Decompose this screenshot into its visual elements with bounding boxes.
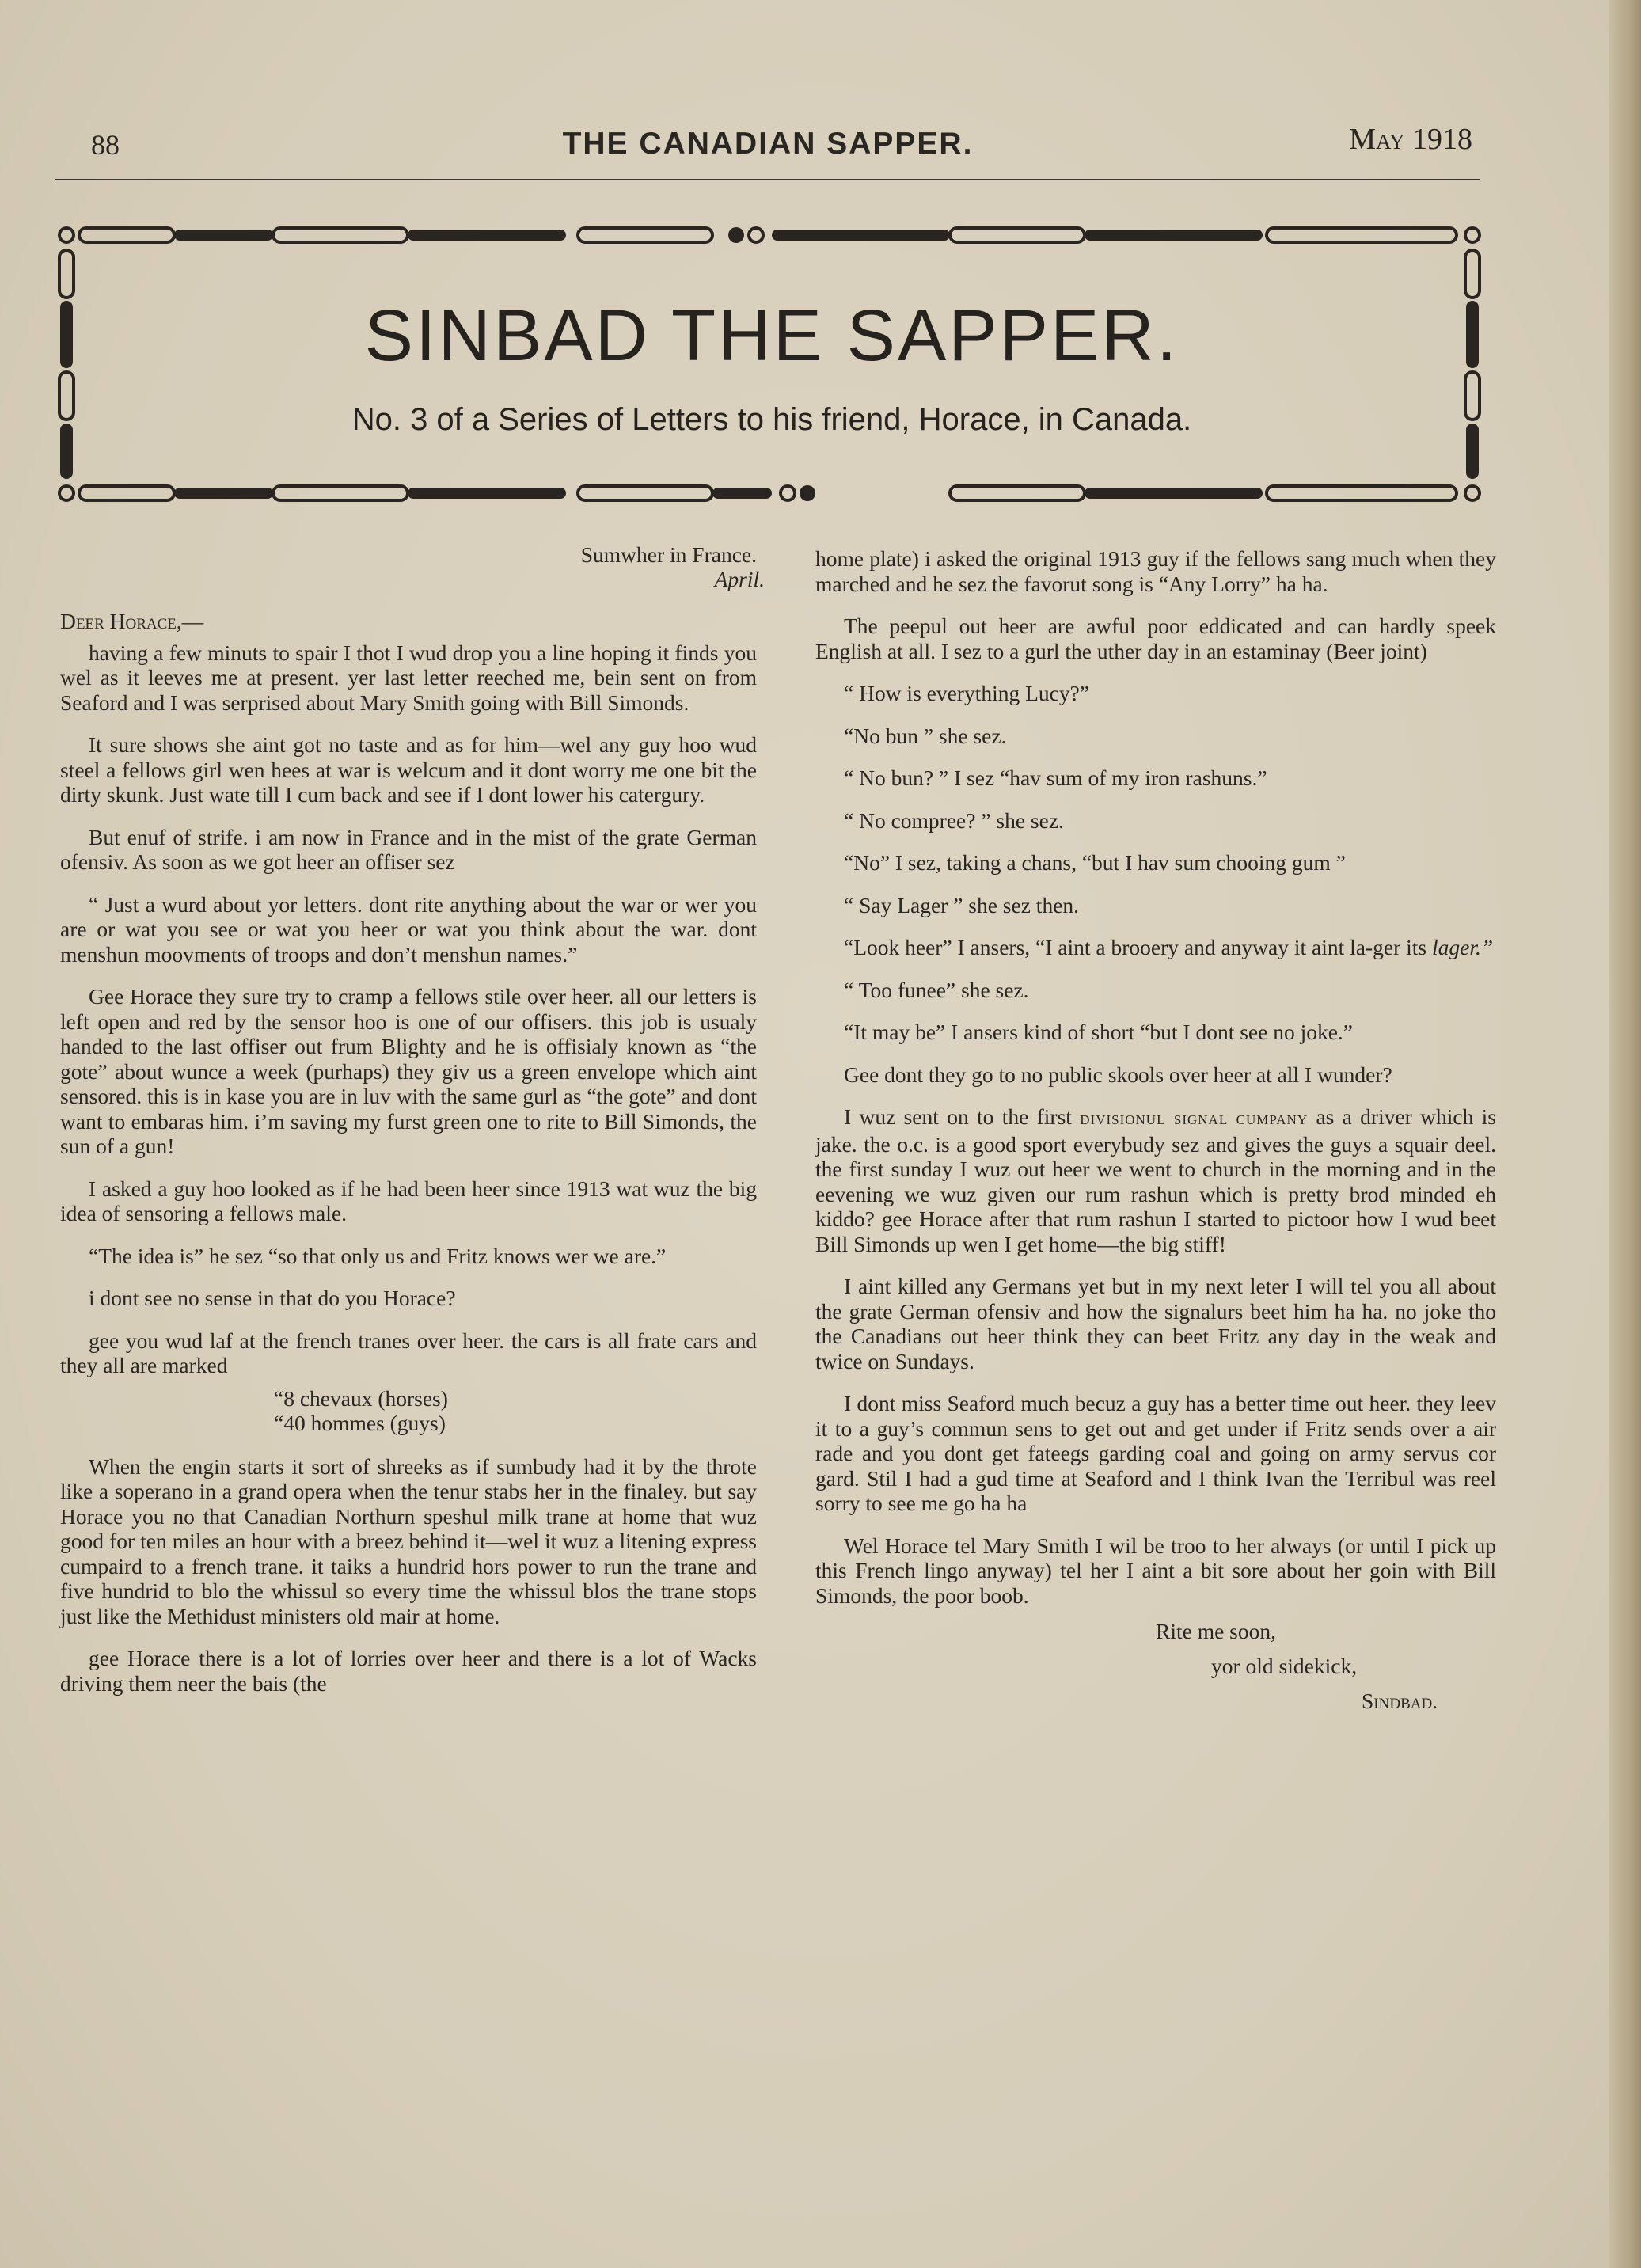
company-name: divisionul signal cumpany: [1080, 1108, 1309, 1129]
letter-closing: [815, 1614, 1496, 1719]
dialogue-line: “ No bun? ” I sez “hav sum of my iron rashuns.”: [844, 765, 1267, 790]
magazine-title: THE CANADIAN SAPPER.: [562, 127, 974, 161]
left-column: [60, 542, 765, 1713]
article-title: SINBAD THE SAPPER.: [364, 295, 1179, 376]
paragraph: It sure shows she aint got no taste and as for him—wel any guy hoo wud steel a fellows girl wen hees at war is welcum and it dont worry me one bit the dirty skunk. Just wate till I cum back and see if I dont lower his catergury.: [60, 732, 757, 807]
letter-date: April.: [714, 567, 765, 591]
marking-line: “40 hommes (guys): [274, 1410, 446, 1435]
car-marking: [274, 1386, 757, 1435]
dialogue-line: “ No compree? ” she sez.: [844, 807, 1064, 833]
paragraph: gee you wud laf at the french tranes over heer. the cars is all frate cars and they all are marked: [60, 1328, 757, 1377]
page-number: 88: [91, 129, 120, 161]
closing-line: yor old sidekick,: [1211, 1654, 1358, 1678]
issue-date: May 1918: [1349, 123, 1472, 156]
dialogue-line: “Look heer” I ansers, “I aint a brooery and anyway it aint la-ger its lager.”: [844, 935, 1494, 959]
paragraph: The peepul out heer are awful poor eddicated and can hardly speek English at all. I sez to a gurl the uther day in an estaminay (Beer joint): [815, 614, 1496, 663]
letter-place: Sumwher in France. April.: [60, 542, 757, 591]
paragraph: home plate) i asked the original 1913 guy if the fellows sang much when they marched and he sez the favorut song is “Any Lorry” ha ha.: [815, 546, 1496, 596]
paragraph: i dont see no sense in that do you Horace?: [89, 1286, 456, 1310]
paragraph: Gee dont they go to no public skools over heer at all I wunder?: [844, 1062, 1392, 1087]
paragraph: “The idea is” he sez “so that only us and Fritz knows wer we are.”: [89, 1243, 667, 1268]
signature: Sindbad.: [1362, 1689, 1438, 1713]
article-subtitle: No. 3 of a Series of Letters to his friend, Horace, in Canada.: [351, 402, 1192, 437]
page-header: [55, 119, 1480, 182]
paragraph: Gee Horace they sure try to cramp a fellows stile over heer. all our letters is left open and red by the sensor hoo is one of our offisers. this job is usualy handed to the last offiser out frum Blighty and he is offisialy known as “the gote” about wunce a week (purhaps) they giv us a green envelope which aint sensored. this is in kase you are in luv with the same gurl as “the gote” and dont want to embaras him. i’m saving my furst green one to rite to Bill Simonds, the sun of a gun!: [60, 984, 757, 1158]
right-column: [815, 546, 1496, 1719]
page-edge: [1609, 0, 1641, 2268]
paragraph: “ Just a wurd about yor letters. dont rite anything about the war or wer you are or wat you see or wat you heer or wat you think about the war. dont menshun moovments of troops and don’t menshun names.”: [60, 891, 757, 967]
marking-line: “8 chevaux (horses): [274, 1385, 448, 1411]
dialogue-line: “ How is everything Lucy?”: [844, 681, 1090, 705]
paragraph: gee Horace there is a lot of lorries over heer and there is a lot of Wacks driving them neer the bais (the: [60, 1646, 757, 1696]
dialogue-line: “ Too funee” she sez.: [844, 977, 1029, 1002]
paragraph: I wuz sent on to the first divisionul signal cumpany as a driver which is jake. the o.c. is a good sport everybudy sez and gives the guys a squair deel. the first sunday I wuz out heer we went to church in the morning and in the eevening we wuz given our rum rashun which is pretty brod minded eh kiddo? gee Horace after that rum rashun I started to pictoor how I wud beet Bill Simonds up wen I get home—the big stiff!: [815, 1104, 1497, 1256]
dialogue-line: “ Say Lager ” she sez then.: [844, 892, 1080, 917]
dialogue-line: “It may be” I ansers kind of short “but I dont see no joke.”: [844, 1020, 1354, 1044]
paragraph: I aint killed any Germans yet but in my next leter I will tel you all about the grate German ofensiv and how the signalurs beet him ha ha. no joke tho the Canadians out heer think they can beet Fritz any day in the weak and twice on Sundays.: [815, 1274, 1496, 1373]
title-banner: [55, 222, 1488, 507]
closing-line: Rite me soon,: [1156, 1619, 1277, 1643]
dialogue-line: “No” I sez, taking a chans, “but I hav sum chooing gum ”: [844, 850, 1346, 875]
dialogue-line: “No bun ” she sez.: [844, 723, 1007, 748]
paragraph: I dont miss Seaford much becuz a guy has a better time out heer. they leev it to a guy’s commun sens to get out and get under if Fritz sends over a air rade and you dont get fateegs garding coal and going on army servus cor gard. Stil I had a gud time at Seaford and I think Ivan the Terribul was reel sorry to see me go ha ha: [815, 1391, 1496, 1515]
paragraph: Wel Horace tel Mary Smith I wil be troo to her always (or until I pick up this French lingo anyway) tel her I aint a bit sore about her goin with Bill Simonds, the poor boob.: [815, 1533, 1496, 1608]
paragraph: But enuf of strife. i am now in France and in the mist of the grate German ofensiv. As soon as we got heer an offiser sez: [60, 824, 757, 874]
salutation: Deer Horace,—: [60, 609, 204, 633]
lager-word: lager.”: [1431, 935, 1494, 959]
paragraph: having a few minuts to spair I thot I wud drop you a line hoping it finds you wel as it leeves me at present. yer last letter reeched me, bein sent on from Seaford and I was serprised about Mary Smith going with Bill Simonds.: [60, 640, 757, 715]
header-rule: [55, 179, 1480, 180]
paragraph: When the engin starts it sort of shreeks as if sumbudy had it by the throte like a soperano in a grand opera when the tenur stabs her in the finaley. but say Horace you no that Canadian Northurn speshul milk trane at home that wuz good for ten miles an hour with a breez behind it—wel it wuz a litening express cumpaird to a french trane. it taiks a hundrid hors power to run the trane and five hundrid to blo the whissul so every time the whissul blos the trane stops just like the Methidust ministers old mair at home.: [60, 1453, 757, 1628]
paragraph: I asked a guy hoo looked as if he had been heer since 1913 wat wuz the big idea of sensoring a fellows male.: [60, 1176, 757, 1225]
